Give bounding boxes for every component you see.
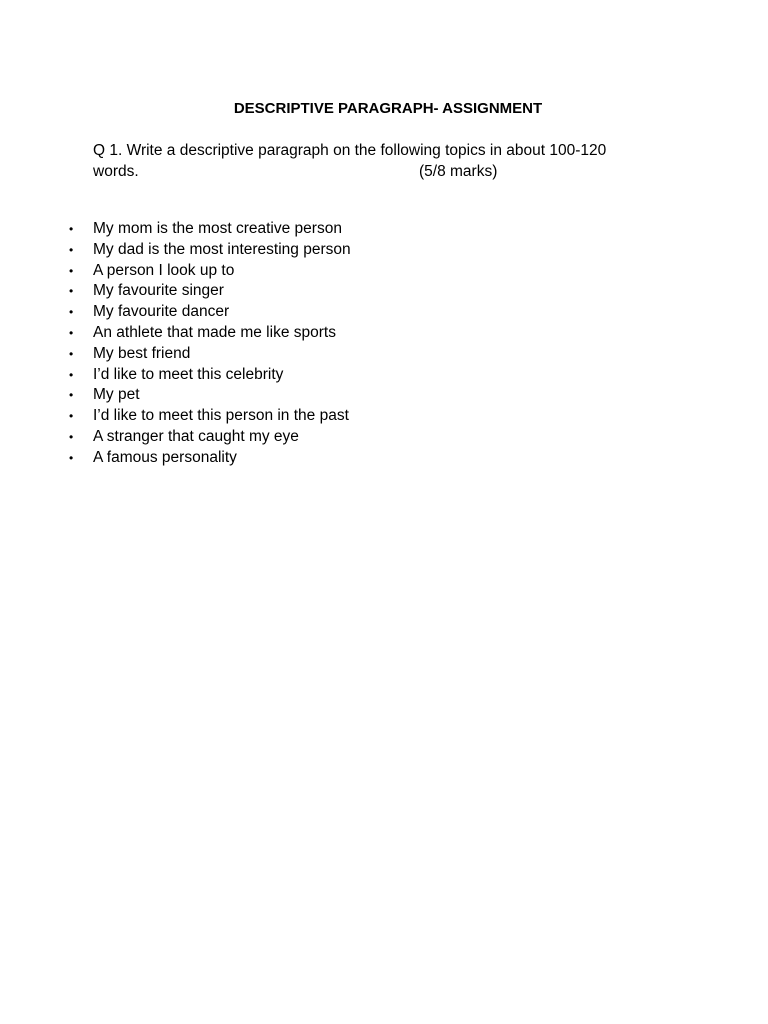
bullet-icon: • [69, 305, 74, 320]
bullet-icon: • [69, 429, 74, 444]
topic-text: A person I look up to [93, 261, 235, 279]
bullet-icon: • [69, 222, 74, 236]
topic-text: I’d like to meet this celebrity [93, 365, 284, 383]
bullet-icon: • [69, 367, 74, 382]
topic-text: My pet [93, 386, 140, 404]
question-line-2: words. [93, 163, 139, 180]
bullet-icon: • [69, 409, 74, 424]
bullet-icon: • [69, 388, 74, 403]
bullet-icon: • [69, 284, 74, 299]
bullet-icon: • [69, 242, 74, 257]
topic-text: My dad is the most interesting person [93, 240, 351, 258]
question-text [93, 140, 673, 182]
page-title: DESCRIPTIVE PARAGRAPH- ASSIGNMENT [233, 100, 543, 117]
topic-text: My mom is the most creative person [93, 220, 342, 237]
topic-text: My favourite dancer [93, 303, 230, 321]
bullet-icon: • [69, 450, 74, 465]
topic-text: An athlete that made me like sports [93, 323, 336, 341]
bullet-icon: • [69, 325, 74, 340]
question-line-1: Q 1. Write a descriptive paragraph on the following topics in about 100-120 [93, 142, 607, 159]
bullet-icon: • [69, 346, 74, 361]
topic-text: A famous personality [93, 448, 237, 466]
topic-text: My best friend [93, 344, 191, 362]
question-marks: (5/8 marks) [419, 163, 498, 180]
bullet-icon: • [69, 263, 74, 278]
topic-text: My favourite singer [93, 282, 224, 300]
topic-text: I’d like to meet this person in the past [93, 407, 349, 425]
topic-text: A stranger that caught my eye [93, 427, 299, 445]
